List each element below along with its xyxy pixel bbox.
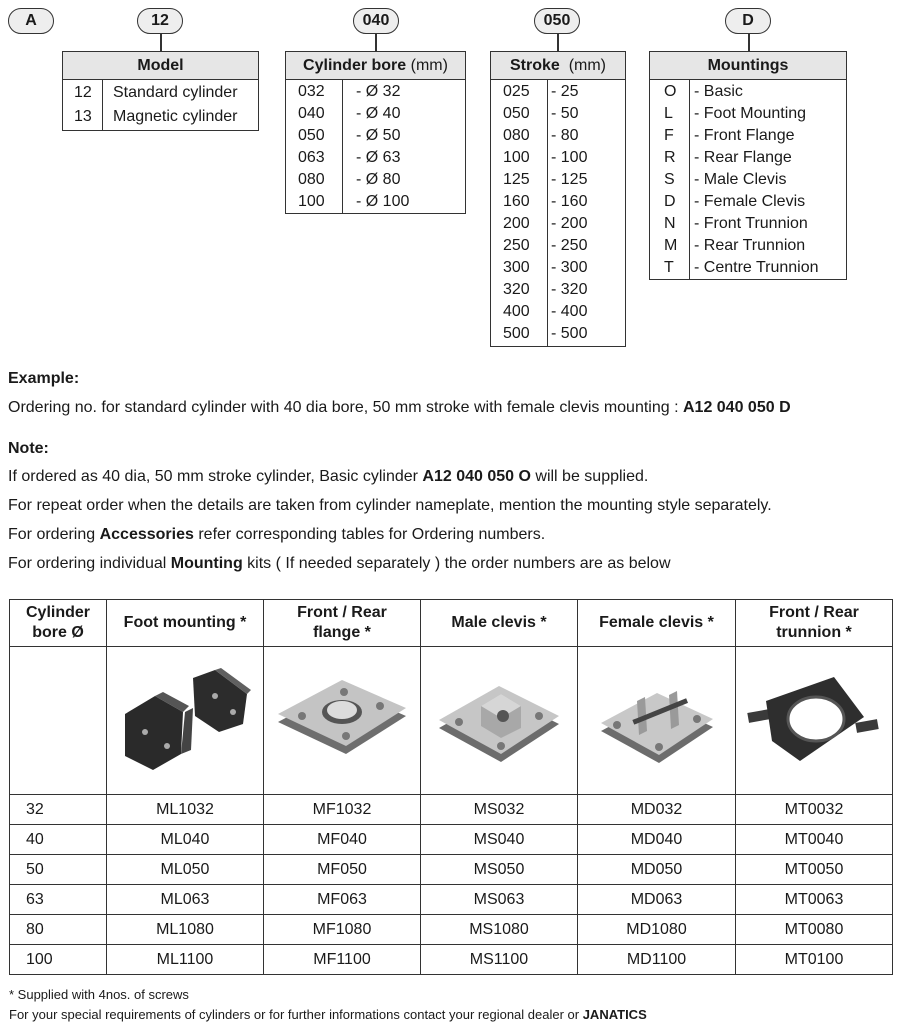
order-number-cell: ML1080 [107, 915, 264, 945]
model-connector [160, 34, 162, 52]
order-number-cell: MS063 [421, 885, 578, 915]
table-row: 040 - Ø 40 [298, 105, 401, 122]
note-line-3: For ordering Accessories refer corresponding tables for Ordering numbers. [8, 526, 546, 543]
header-male-clevis: Male clevis * [421, 600, 578, 647]
mounting-connector [748, 34, 750, 52]
table-row: 080 - Ø 80 [298, 171, 401, 188]
mountings-table-header: Mountings [650, 52, 846, 80]
table-row: 080 - 80 [503, 127, 579, 144]
kits-header-row [10, 600, 893, 647]
header-flange: Front / Rear flange * [264, 600, 421, 647]
order-number-cell: ML1100 [107, 945, 264, 975]
order-number-cell: MT0063 [736, 885, 893, 915]
table-row: O - Basic [664, 83, 743, 100]
stroke-code-pill: 050 [534, 8, 580, 34]
table-row: L - Foot Mounting [664, 105, 807, 122]
order-number-cell: ML1032 [107, 795, 264, 825]
table-row [10, 855, 893, 885]
table-row: 050 - Ø 50 [298, 127, 401, 144]
mountings-table [649, 51, 847, 280]
order-number-cell: MD1100 [578, 945, 736, 975]
model-table-header: Model [63, 52, 258, 80]
bore-cell: 32 [10, 795, 107, 825]
flange-image [272, 666, 412, 776]
header-foot-mounting: Foot mounting * [107, 600, 264, 647]
order-number-cell: MD1080 [578, 915, 736, 945]
order-number-cell: MS032 [421, 795, 578, 825]
order-number-cell: MF1100 [264, 945, 421, 975]
order-number-cell: MF063 [264, 885, 421, 915]
table-row: F - Front Flange [664, 127, 795, 144]
order-number-cell: MD040 [578, 825, 736, 855]
order-number-cell: MS040 [421, 825, 578, 855]
bore-cell: 40 [10, 825, 107, 855]
table-row [10, 915, 893, 945]
table-row: M - Rear Trunnion [664, 237, 806, 254]
order-number-cell: MD050 [578, 855, 736, 885]
table-row: 063 - Ø 63 [298, 149, 401, 166]
table-row: T - Centre Trunnion [664, 259, 819, 276]
note-line-1: If ordered as 40 dia, 50 mm stroke cylinder, Basic cylinder A12 040 050 O will be supplied. [8, 468, 649, 485]
table-row: 250 - 250 [503, 237, 588, 254]
order-number-cell: MD063 [578, 885, 736, 915]
note-heading: Note: [8, 440, 49, 457]
order-number-cell: MS050 [421, 855, 578, 885]
order-number-cell: MT0050 [736, 855, 893, 885]
order-number-cell: MT0040 [736, 825, 893, 855]
order-number-cell: MT0100 [736, 945, 893, 975]
order-number-cell: ML040 [107, 825, 264, 855]
header-bore: Cylinder bore Ø [10, 600, 107, 647]
table-row: 025 - 25 [503, 83, 579, 100]
order-number-cell: MD032 [578, 795, 736, 825]
table-row: 160 - 160 [503, 193, 588, 210]
bore-table [285, 51, 466, 214]
header-trunnion: Front / Rear trunnion * [736, 600, 893, 647]
order-number-cell: MT0080 [736, 915, 893, 945]
table-row: S - Male Clevis [664, 171, 787, 188]
series-code-pill: A [8, 8, 54, 34]
stroke-table [490, 51, 626, 347]
order-number-cell: MF040 [264, 825, 421, 855]
order-number-cell: ML050 [107, 855, 264, 885]
male-clevis-image [429, 666, 569, 776]
table-row: 100 - Ø 100 [298, 193, 410, 210]
mounting-code-pill: D [725, 8, 771, 34]
order-number-cell: MF1080 [264, 915, 421, 945]
table-row [10, 885, 893, 915]
kits-image-row [10, 647, 893, 795]
note-line-2: For repeat order when the details are taken from cylinder nameplate, mention the mounting style separately. [8, 497, 772, 514]
footnote-screws: * Supplied with 4nos. of screws [9, 987, 189, 1002]
table-row: 12 Standard cylinder [74, 84, 238, 101]
bore-table-header: Cylinder bore (mm) [286, 52, 465, 80]
stroke-connector [557, 34, 559, 52]
order-number-cell: MT0032 [736, 795, 893, 825]
table-row: 13 Magnetic cylinder [74, 108, 238, 125]
table-row [10, 795, 893, 825]
footnote-contact: For your special requirements of cylinders or for further informations contact your regional dealer or JANATICS [9, 1007, 647, 1022]
table-row: 320 - 320 [503, 281, 588, 298]
example-heading: Example: [8, 370, 80, 387]
table-row [10, 825, 893, 855]
table-row [10, 945, 893, 975]
table-row: 100 - 100 [503, 149, 588, 166]
table-row: 050 - 50 [503, 105, 579, 122]
table-row: N - Front Trunnion [664, 215, 808, 232]
trunnion-image [744, 661, 884, 781]
female-clevis-image [587, 661, 727, 781]
bore-cell: 63 [10, 885, 107, 915]
table-row: R - Rear Flange [664, 149, 792, 166]
bore-cell: 80 [10, 915, 107, 945]
order-number-cell: MS1080 [421, 915, 578, 945]
example-text: Ordering no. for standard cylinder with 40 dia bore, 50 mm stroke with female clevis mounting : A12 040 050 D [8, 399, 791, 416]
table-row: 300 - 300 [503, 259, 588, 276]
table-row: 400 - 400 [503, 303, 588, 320]
stroke-table-header: Stroke (mm) [491, 52, 625, 80]
mounting-kits-table [9, 599, 893, 975]
order-number-cell: MF1032 [264, 795, 421, 825]
table-row: 032 - Ø 32 [298, 83, 401, 100]
order-number-cell: MS1100 [421, 945, 578, 975]
bore-connector [375, 34, 377, 52]
table-row: D - Female Clevis [664, 193, 806, 210]
header-female-clevis: Female clevis * [578, 600, 736, 647]
table-row: 500 - 500 [503, 325, 588, 342]
foot-mounting-image [115, 666, 255, 776]
model-code-pill: 12 [137, 8, 183, 34]
order-number-cell: ML063 [107, 885, 264, 915]
bore-code-pill: 040 [353, 8, 399, 34]
order-number-cell: MF050 [264, 855, 421, 885]
bore-cell: 100 [10, 945, 107, 975]
table-row: 125 - 125 [503, 171, 588, 188]
bore-cell: 50 [10, 855, 107, 885]
table-row: 200 - 200 [503, 215, 588, 232]
model-table [62, 51, 259, 131]
note-line-4: For ordering individual Mounting kits ( If needed separately ) the order numbers are as below [8, 555, 671, 572]
